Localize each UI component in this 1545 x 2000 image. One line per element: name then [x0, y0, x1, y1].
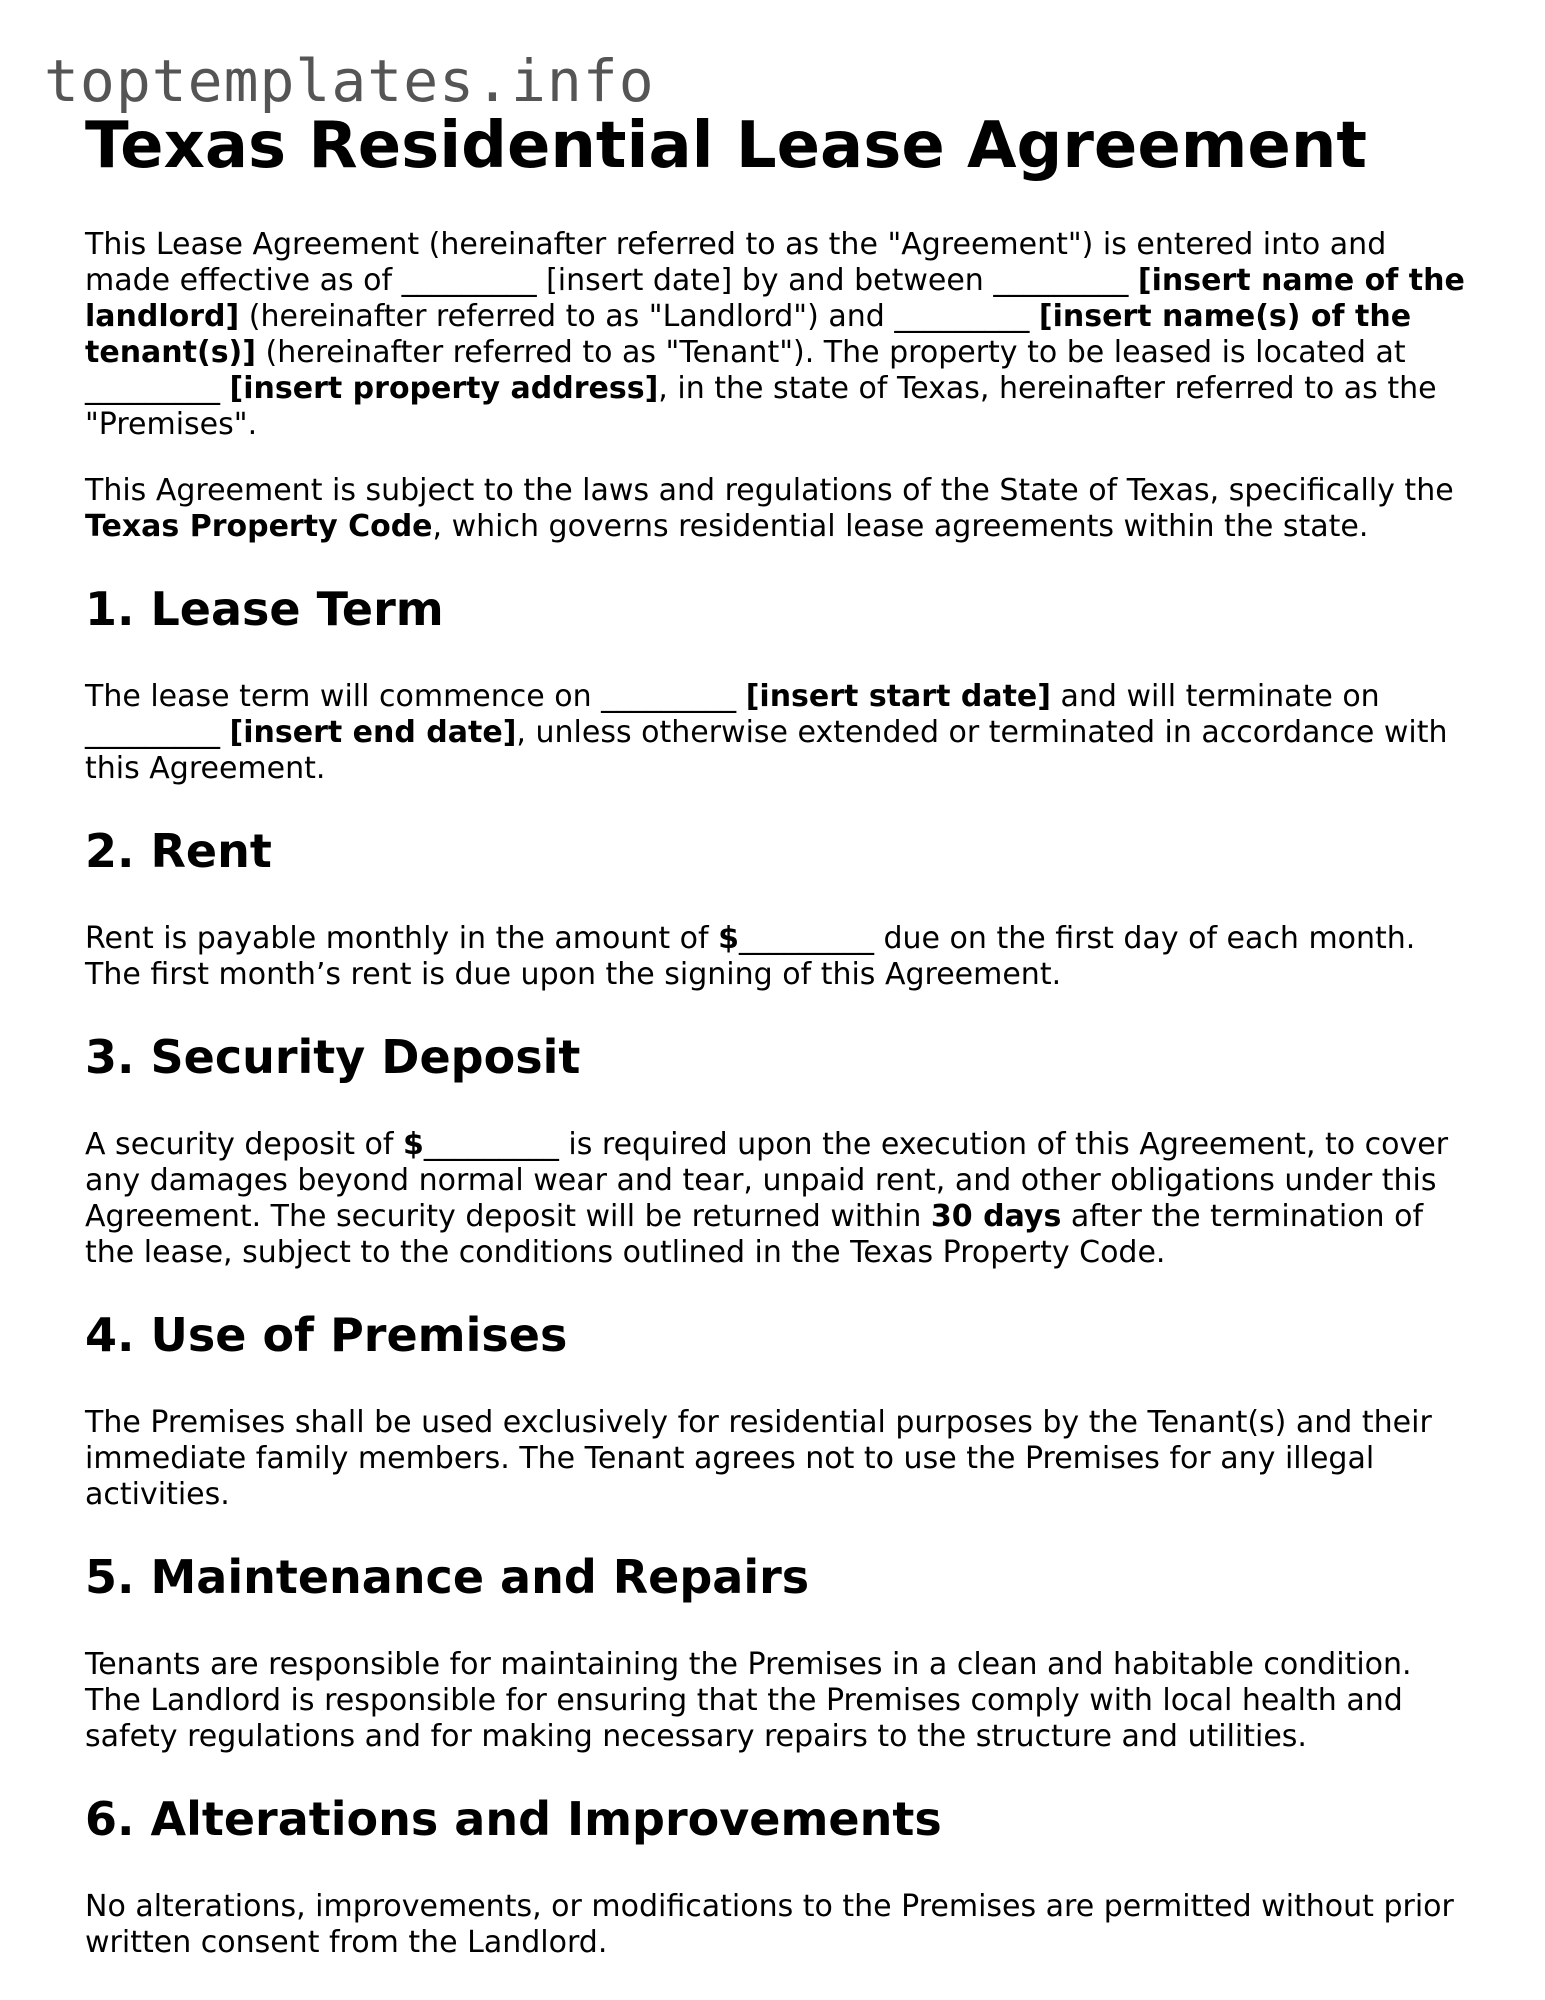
intro-paragraph-2	[85, 473, 1465, 545]
bold-text-run: [insert name of the landlord]	[85, 263, 1465, 334]
bold-text-run: [insert start date]	[745, 679, 1051, 714]
section-body-maintenance	[85, 1647, 1465, 1755]
section-body-security-deposit	[85, 1127, 1465, 1271]
section-heading-security-deposit: 3. Security Deposit	[85, 1030, 581, 1084]
text-run: , which governs residential lease agreements within the state.	[432, 509, 1369, 544]
text-run: No alterations, improvements, or modifications to the Premises are permitted without prior written consent from the Landlord.	[85, 1889, 1454, 1960]
section-body-alterations	[85, 1889, 1465, 1961]
bold-text-run: [insert name(s) of the tenant(s)]	[85, 299, 1412, 370]
section-heading-maintenance: 5. Maintenance and Repairs	[85, 1550, 810, 1604]
bold-text-run: [insert property address]	[229, 371, 659, 406]
text-run: The lease term will commence on _________	[85, 679, 746, 714]
text-run: (hereinafter referred to as "Landlord") and _________	[239, 299, 1039, 334]
text-run: This Lease Agreement (hereinafter referred to as the "Agreement") is entered into and made effective as of _________ [insert date] by and between _________	[85, 227, 1387, 298]
text-run: (hereinafter referred to as "Tenant"). The property to be leased is located at _________	[85, 335, 1406, 406]
text-run: after the termination of the lease, subject to the conditions outlined in the Texas Property Code.	[85, 1199, 1424, 1270]
bold-text-run: [insert end date]	[229, 715, 517, 750]
text-run: , unless otherwise extended or terminated in accordance with this Agreement.	[85, 715, 1448, 786]
document-page	[85, 105, 1465, 1961]
bold-text-run: Texas Property Code	[85, 509, 433, 544]
watermark-text: toptemplates.info	[44, 47, 655, 115]
text-run: This Agreement is subject to the laws and regulations of the State of Texas, specifically the	[85, 473, 1454, 508]
text-run: , in the state of Texas, hereinafter referred to as the "Premises".	[85, 371, 1437, 442]
bold-text-run: 30 days	[930, 1199, 1062, 1234]
intro-paragraph-1	[85, 227, 1465, 443]
text-run: _________ is required upon the execution of this Agreement, to cover any damages beyond normal wear and tear, unpaid rent, and other obligations under this Agreement. The security deposit will be returned within	[85, 1127, 1449, 1234]
text-run: and will terminate on _________	[85, 679, 1380, 750]
section-body-rent	[85, 921, 1465, 993]
section-heading-alterations: 6. Alterations and Improvements	[85, 1792, 942, 1846]
bold-text-run: $	[718, 921, 739, 956]
text-run: The Premises shall be used exclusively for residential purposes by the Tenant(s) and their immediate family members. The Tenant agrees not to use the Premises for any illegal activities.	[85, 1405, 1432, 1512]
section-body-use-of-premises	[85, 1405, 1465, 1513]
section-heading-use-of-premises: 4. Use of Premises	[85, 1308, 568, 1362]
section-body-lease-term	[85, 679, 1465, 787]
text-run: A security deposit of	[85, 1127, 403, 1162]
text-run: _________ due on the first day of each month. The first month’s rent is due upon the signing of this Agreement.	[85, 921, 1416, 992]
bold-text-run: $	[403, 1127, 424, 1162]
section-heading-lease-term: 1. Lease Term	[85, 582, 444, 636]
document-title: Texas Residential Lease Agreement	[85, 109, 1367, 183]
text-run: Rent is payable monthly in the amount of	[85, 921, 719, 956]
text-run: Tenants are responsible for maintaining the Premises in a clean and habitable condition. The Landlord is responsible for ensuring that the Premises comply with local health and safety regulations and for making necessary repairs to the structure and utilities.	[85, 1647, 1412, 1754]
section-heading-rent: 2. Rent	[85, 824, 272, 878]
